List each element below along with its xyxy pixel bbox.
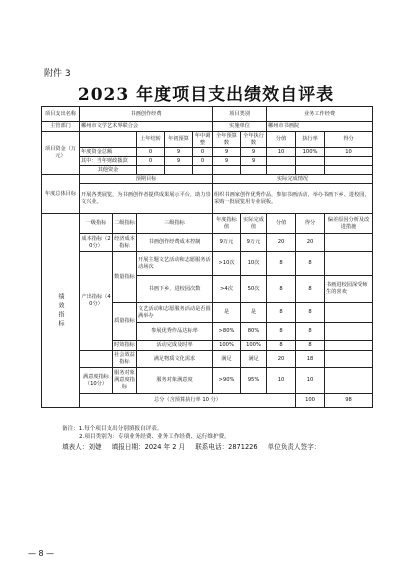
- indicator-row: [42, 351, 373, 368]
- indicator-got: 8: [296, 341, 325, 351]
- indicator-row: [42, 234, 373, 252]
- funds-cell: 10: [325, 148, 373, 157]
- notes: [62, 425, 230, 441]
- funds-cell: [193, 166, 213, 175]
- goal-label: 年度总体目标: [42, 175, 80, 214]
- satisfaction-target: >90%: [213, 368, 241, 394]
- indicator-target: >80%: [213, 323, 241, 341]
- perf-header-cell: 得分: [296, 214, 325, 234]
- funds-cell: 9: [241, 157, 267, 166]
- satisfaction-l2: 服务对象满意度指标: [113, 368, 137, 394]
- goal-actual: 组织书画家创作优秀作品，参加书画活动，举办书画下乡、进校园，采购一批展览用专业展板。: [213, 184, 373, 214]
- cost-l2: 经济成本指标: [113, 234, 137, 252]
- funds-cell: 9: [213, 157, 241, 166]
- indicator-l3: 参展优秀作品达标率: [137, 323, 213, 341]
- funds-cell: 0: [137, 148, 165, 157]
- cost-score: 20: [267, 234, 296, 252]
- goal-planned-header: 预期目标: [80, 175, 213, 184]
- cost-l3: 书画创作经费成本控制: [137, 234, 213, 252]
- cost-note: [325, 234, 373, 252]
- satisfaction-score: 10: [267, 368, 296, 394]
- quality-l2: 质量指标: [113, 303, 137, 341]
- funds-header-cell: 执行率: [296, 132, 325, 148]
- indicator-got: 8: [296, 323, 325, 341]
- goal-planned: 开展各类展览，为书画创作者提供成果展示平台，助力崇文兴业。: [80, 184, 213, 214]
- indicator-note: [325, 303, 373, 323]
- perf-header-cell: 年度指标值: [213, 214, 241, 234]
- indicator-l3: 开展主题文艺活动和志愿服务活动场次: [137, 252, 213, 276]
- output-l1: 产出指标（40分）: [80, 252, 113, 351]
- funds-header-cell: 上年结转: [137, 132, 165, 148]
- funds-header-cell: 分值: [267, 132, 296, 148]
- benefit-actual: 满足: [241, 351, 267, 368]
- funds-cell: [267, 166, 296, 175]
- perf-header-cell: 二级指标: [113, 214, 137, 234]
- funds-cell: 年度资金总额: [80, 148, 137, 157]
- perf-header-cell: 偏差原因分析及改进措施: [325, 214, 373, 234]
- indicator-target: 是: [213, 303, 241, 323]
- indicator-score: 8: [267, 341, 296, 351]
- indicator-actual: 是: [241, 303, 267, 323]
- funds-cell: [296, 166, 325, 175]
- funds-row: [42, 166, 373, 175]
- leader-signature: 单位负责人签字：: [267, 443, 321, 451]
- total-label: 总分（含预算执行率 10 分）: [80, 394, 296, 408]
- funds-cell: [213, 166, 241, 175]
- satisfaction-got: 10: [296, 368, 325, 394]
- funds-row: [42, 157, 373, 166]
- perf-header-cell: 三级指标: [137, 214, 213, 234]
- indicator-score: 8: [267, 276, 296, 303]
- note-line-2: 2.项目类别为：专项业务经费、业务工作经费、运行维护费。: [79, 434, 230, 440]
- fill-date: 填报日期：2024 年 2 月: [111, 443, 186, 451]
- funds-cell: 9: [241, 148, 267, 157]
- funds-cell: [325, 166, 373, 175]
- unit-value: 郴州市书画院: [267, 122, 373, 132]
- indicator-actual: 100%: [241, 341, 267, 351]
- note-line-1: 备注：1.每个项目支出分别填报自评表。: [62, 426, 163, 432]
- funds-label: 项目资金（万元）: [42, 132, 80, 175]
- cost-actual: 9万元: [241, 234, 267, 252]
- project-name: 书画创作经费: [80, 107, 213, 122]
- contact-phone: 联系电话：2871226: [195, 443, 258, 451]
- indicator-note: [325, 323, 373, 341]
- funds-cell: 100%: [296, 148, 325, 157]
- funds-cell: [137, 166, 165, 175]
- satisfaction-l1: 满意度指标（10分）: [80, 368, 113, 394]
- funds-cell: [241, 166, 267, 175]
- indicator-note: [325, 252, 373, 276]
- satisfaction-l3: 服务对象满意度: [137, 368, 213, 394]
- benefit-note: [325, 351, 373, 368]
- funds-cell: 其他资金: [80, 166, 137, 175]
- benefit-l1: [80, 351, 113, 368]
- cost-got: 20: [296, 234, 325, 252]
- benefit-got: 18: [296, 351, 325, 368]
- funds-header-cell: 年初预算: [165, 132, 193, 148]
- indicator-score: 8: [267, 303, 296, 323]
- benefit-target: 满足: [213, 351, 241, 368]
- funds-header-cell: 年中调整: [193, 132, 213, 148]
- perf-header-cell: 分值: [267, 214, 296, 234]
- indicator-target: >4次: [213, 276, 241, 303]
- funds-cell: 0: [193, 157, 213, 166]
- filler-info: [62, 441, 328, 451]
- funds-cell: [296, 157, 325, 166]
- funds-cell: 10: [267, 148, 296, 157]
- funds-header-cell: 全年执行数: [241, 132, 267, 148]
- funds-cell: 9: [165, 157, 193, 166]
- funds-header-cell: 全年预算数: [213, 132, 241, 148]
- funds-cell: 其中：当年财政拨款: [80, 157, 137, 166]
- project-name-label: 项目支出名称: [42, 107, 80, 122]
- indicator-note: [325, 341, 373, 351]
- funds-cell: 0: [137, 157, 165, 166]
- indicator-l3: 文艺活动和志愿服务活动是否圆满举办: [137, 303, 213, 323]
- perf-header-cell: 实际完成值: [241, 214, 267, 234]
- indicator-actual: 80%: [241, 323, 267, 341]
- indicator-target: >10次: [213, 252, 241, 276]
- indicator-got: 8: [296, 276, 325, 303]
- attachment-label: 附件 3: [44, 69, 71, 79]
- dept-label: 主管部门: [42, 122, 80, 132]
- cost-target: 9万元: [213, 234, 241, 252]
- indicator-got: 8: [296, 303, 325, 323]
- benefit-l2: 社会效益指标: [113, 351, 137, 368]
- total-score: 100: [296, 394, 325, 408]
- indicator-score: 8: [267, 323, 296, 341]
- indicator-l3: 书画下乡、进校园次数: [137, 276, 213, 303]
- page-number: — 8 —: [28, 549, 55, 558]
- timeliness-l2: 时效指标: [113, 341, 137, 351]
- perf-label: 绩效指标: [42, 214, 80, 408]
- indicator-l3: 活动完成及时率: [137, 341, 213, 351]
- indicator-actual: 10次: [241, 252, 267, 276]
- goal-actual-header: 实际完成情况: [213, 175, 373, 184]
- funds-cell: 9: [213, 148, 241, 157]
- indicator-got: 8: [296, 252, 325, 276]
- dept-value: 郴州市文学艺术界联合会: [80, 122, 213, 132]
- funds-header-cell: 得分: [325, 132, 373, 148]
- cost-l1: 成本指标（20分）: [80, 234, 113, 252]
- filled-by: 填表人：刘婕: [62, 443, 102, 451]
- funds-cell: [165, 166, 193, 175]
- total-got: 98: [325, 394, 373, 408]
- indicator-row: [42, 368, 373, 394]
- benefit-score: 20: [267, 351, 296, 368]
- quantity-l2: 数量指标: [113, 252, 137, 303]
- benefit-l3: 满足物质文化需求: [137, 351, 213, 368]
- project-type: 业务工作经费: [267, 107, 373, 122]
- indicator-note: 书画进校园深受师生的喜欢: [325, 276, 373, 303]
- funds-row: [42, 148, 373, 157]
- perf-header-cell: 一级指标: [80, 214, 113, 234]
- satisfaction-actual: 95%: [241, 368, 267, 394]
- funds-header-cell: [80, 132, 137, 148]
- indicator-row: [42, 252, 373, 276]
- indicator-target: 100%: [213, 341, 241, 351]
- project-type-label: 项目类别: [213, 107, 267, 122]
- satisfaction-note: [325, 368, 373, 394]
- funds-cell: [267, 157, 296, 166]
- indicator-score: 8: [267, 252, 296, 276]
- self-evaluation-table: [41, 106, 373, 408]
- total-row: [42, 394, 373, 408]
- page-title: 2023 年度项目支出绩效自评表: [77, 85, 335, 105]
- indicator-actual: 50次: [241, 276, 267, 303]
- funds-cell: 0: [193, 148, 213, 157]
- funds-cell: 9: [165, 148, 193, 157]
- funds-cell: [325, 157, 373, 166]
- unit-label: 实施单位: [213, 122, 267, 132]
